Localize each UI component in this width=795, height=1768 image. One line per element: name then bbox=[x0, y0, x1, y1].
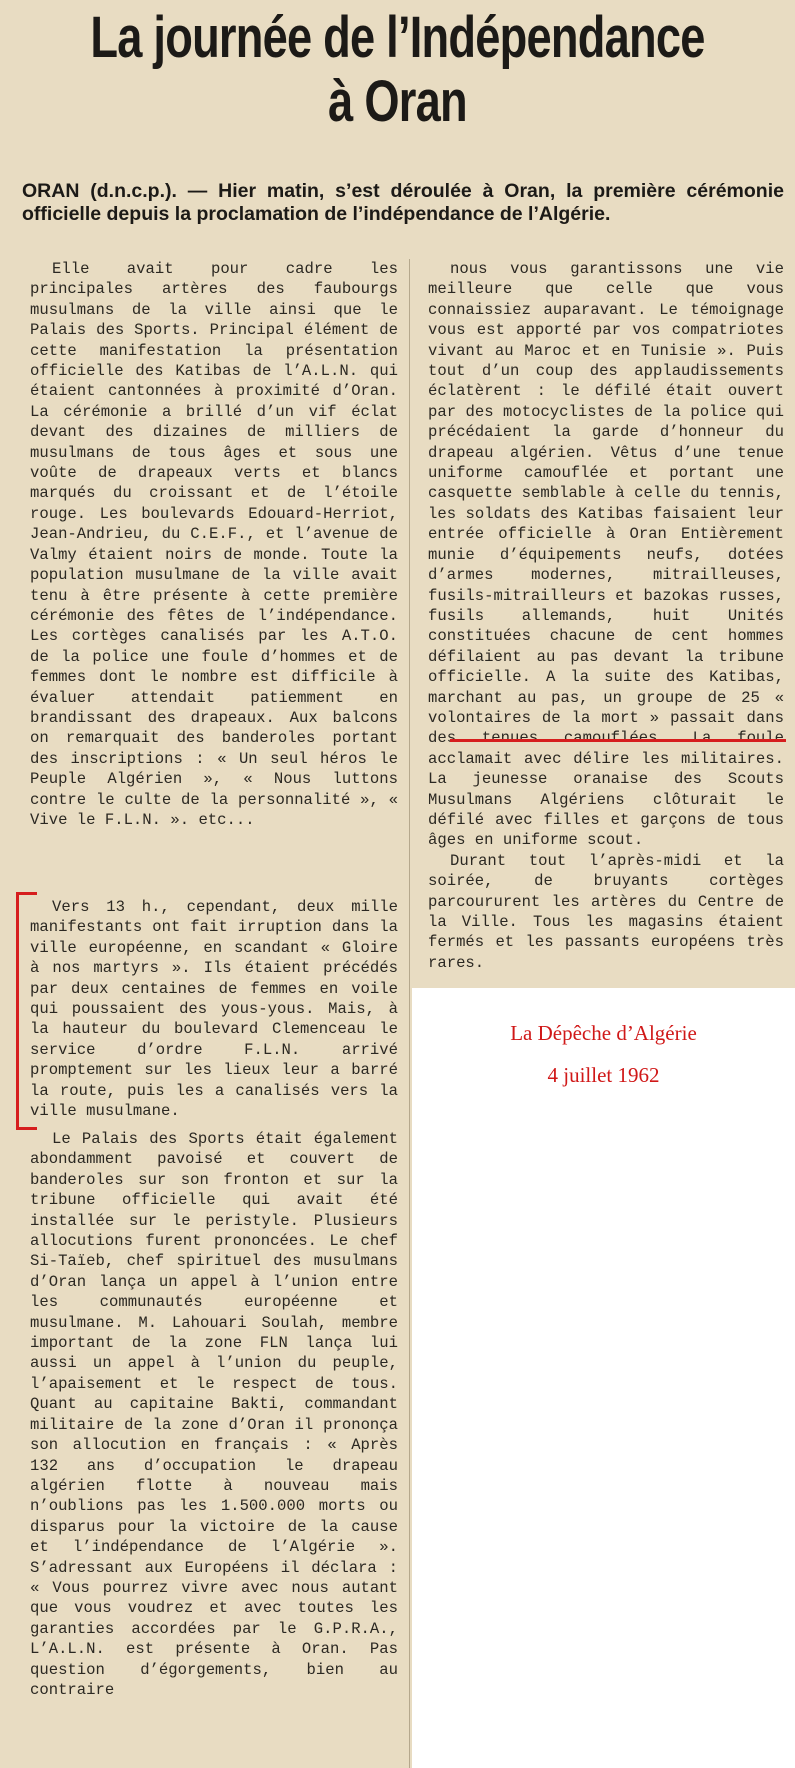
left-column bbox=[30, 259, 398, 830]
right-column bbox=[428, 259, 784, 973]
source-note bbox=[412, 1012, 795, 1096]
column-divider bbox=[409, 259, 410, 1768]
blank-margin bbox=[412, 988, 795, 1768]
source-date: 4 juillet 1962 bbox=[547, 1063, 660, 1087]
left-column-lower bbox=[30, 1129, 398, 1700]
left-column-highlighted bbox=[30, 897, 398, 1121]
left-paragraph-1: Elle avait pour cadre les principales artères des faubourgs musulmans de la ville ainsi que le Palais des Sports. Principal élément de cette manifestation la présentation officielle des Katibas de l’A.L.N. qui étaient cantonnées à proximité d’Oran. La cérémonie a brillé d’un vif éclat devant des dizaines de milliers de musulmans de tous âges et sous une voûte de drapeaux verts et blancs marqués du croissant et de l’étoile rouge. Les boulevards Edouard-Herriot, Jean-Andrieu, du C.E.F., et l’avenue de Valmy étaient noirs de monde. Toute la population musulmane de la ville avait tenu à être présente à cette première cérémonie des fêtes de l’indépendance. Les cortèges canalisés par les A.T.O. de la police une foule d’hommes et de femmes dont le nombre est difficile à évaluer attendait patiemment en brandissant des drapeaux. Aux balcons on remarquait des banderoles portant des inscriptions : « Un seul héros le Peuple Algérien », « Nous luttons contre le culte de la personnalité », « Vive le F.L.N. ». etc... bbox=[30, 260, 398, 829]
dateline: ORAN (d.n.c.p.). bbox=[22, 180, 177, 202]
left-paragraph-3: Le Palais des Sports était également abondamment pavoisé et couvert de banderoles sur son fronton et sur la tribune officielle qui avait été installée sur le peristyle. Plusieurs allocutions furent prononcées. Le chef Si-Taïeb, chef spirituel des musulmans d’Oran lança un appel à l’union entre les communautés européenne et musulmane. M. Lahouari Soulah, membre important de la zone FLN lança lui aussi un appel à l’union du peuple, l’apaisement et le respect de tous. Quant au capitaine Bakti, commandant militaire de la zone d’Oran il prononça son allocution en français : « Après 132 ans d’occupation le drapeau algérien flotte à nouveau mais n’oublions pas les 1.500.000 morts ou disparus pour la victoire de la cause et l’indépendance de l’Algérie ». S’adressant aux Européens il déclara : « Vous pourrez vivre avec nous autant que vous voudrez et avec toutes les garanties accordées par le G.P.R.A., L’A.L.N. est présente à Oran. Pas question d’égorgements, bien au contraire bbox=[30, 1130, 398, 1699]
right-paragraph-2: Durant tout l’après-midi et la soirée, de bruyants cortèges parcoururent les artères du Centre de la Ville. Tous les magasins étaient fermés et les passants européens très rares. bbox=[428, 851, 784, 972]
source-publication: La Dépêche d’Algérie bbox=[510, 1021, 697, 1045]
red-underline-highlight bbox=[450, 739, 786, 742]
headline bbox=[87, 6, 707, 134]
headline-line-2: à Oran bbox=[328, 69, 467, 134]
headline-line-1: La journée de l’Indépendance bbox=[90, 5, 705, 70]
lede-text: — Hier matin, s’est déroulée à Oran, la première cérémonie officielle depuis la proclamation de l’indépendance de l’Algérie. bbox=[22, 180, 784, 225]
right-paragraph-1: nous vous garantissons une vie meilleure que celle que vous connaissiez auparavant. Le témoignage vous est apporté par vos compatriotes vivant au Maroc et en Tunisie ». Puis tout d’un coup des applaudissements éclatèrent : le défilé était ouvert par des motocyclistes de la police qui précédaient la garde d’honneur du drapeau algérien. Vêtus d’une tenue uniforme camouflée et portant une casquette semblable à celle du tennis, les soldats des Katibas faisaient leur entrée officielle à Oran Entièrement munie d’équipements neufs, dotées d’armes modernes, mitrailleuses, fusils-mitrailleurs et bazokas russes, fusils allemands, huit Unités constituées chacune de cent hommes défilaient au pas devant la tribune officielle. A la suite des Katibas, marchant au pas, un groupe de 25 « volontaires de la mort » passait dans des tenues camouflées. La foule acclamait avec délire les militaires. La jeunesse oranaise des Scouts Musulmans Algériens clôturait le défilé avec filles et garçons de tous âges en uniforme scout. bbox=[428, 260, 784, 850]
left-paragraph-2: Vers 13 h., cependant, deux mille manifestants ont fait irruption dans la ville européenne, en scandant « Gloire à nos martyrs ». Ils étaient précédés par deux centaines de femmes en voile qui poussaient des yous-yous. Mais, à la hauteur du boulevard Clemenceau le service d’ordre F.L.N. arrivé promptement sur les lieux leur a barré la route, puis les a canalisés vers la ville musulmane. bbox=[30, 898, 398, 1121]
lede-paragraph bbox=[22, 180, 784, 226]
